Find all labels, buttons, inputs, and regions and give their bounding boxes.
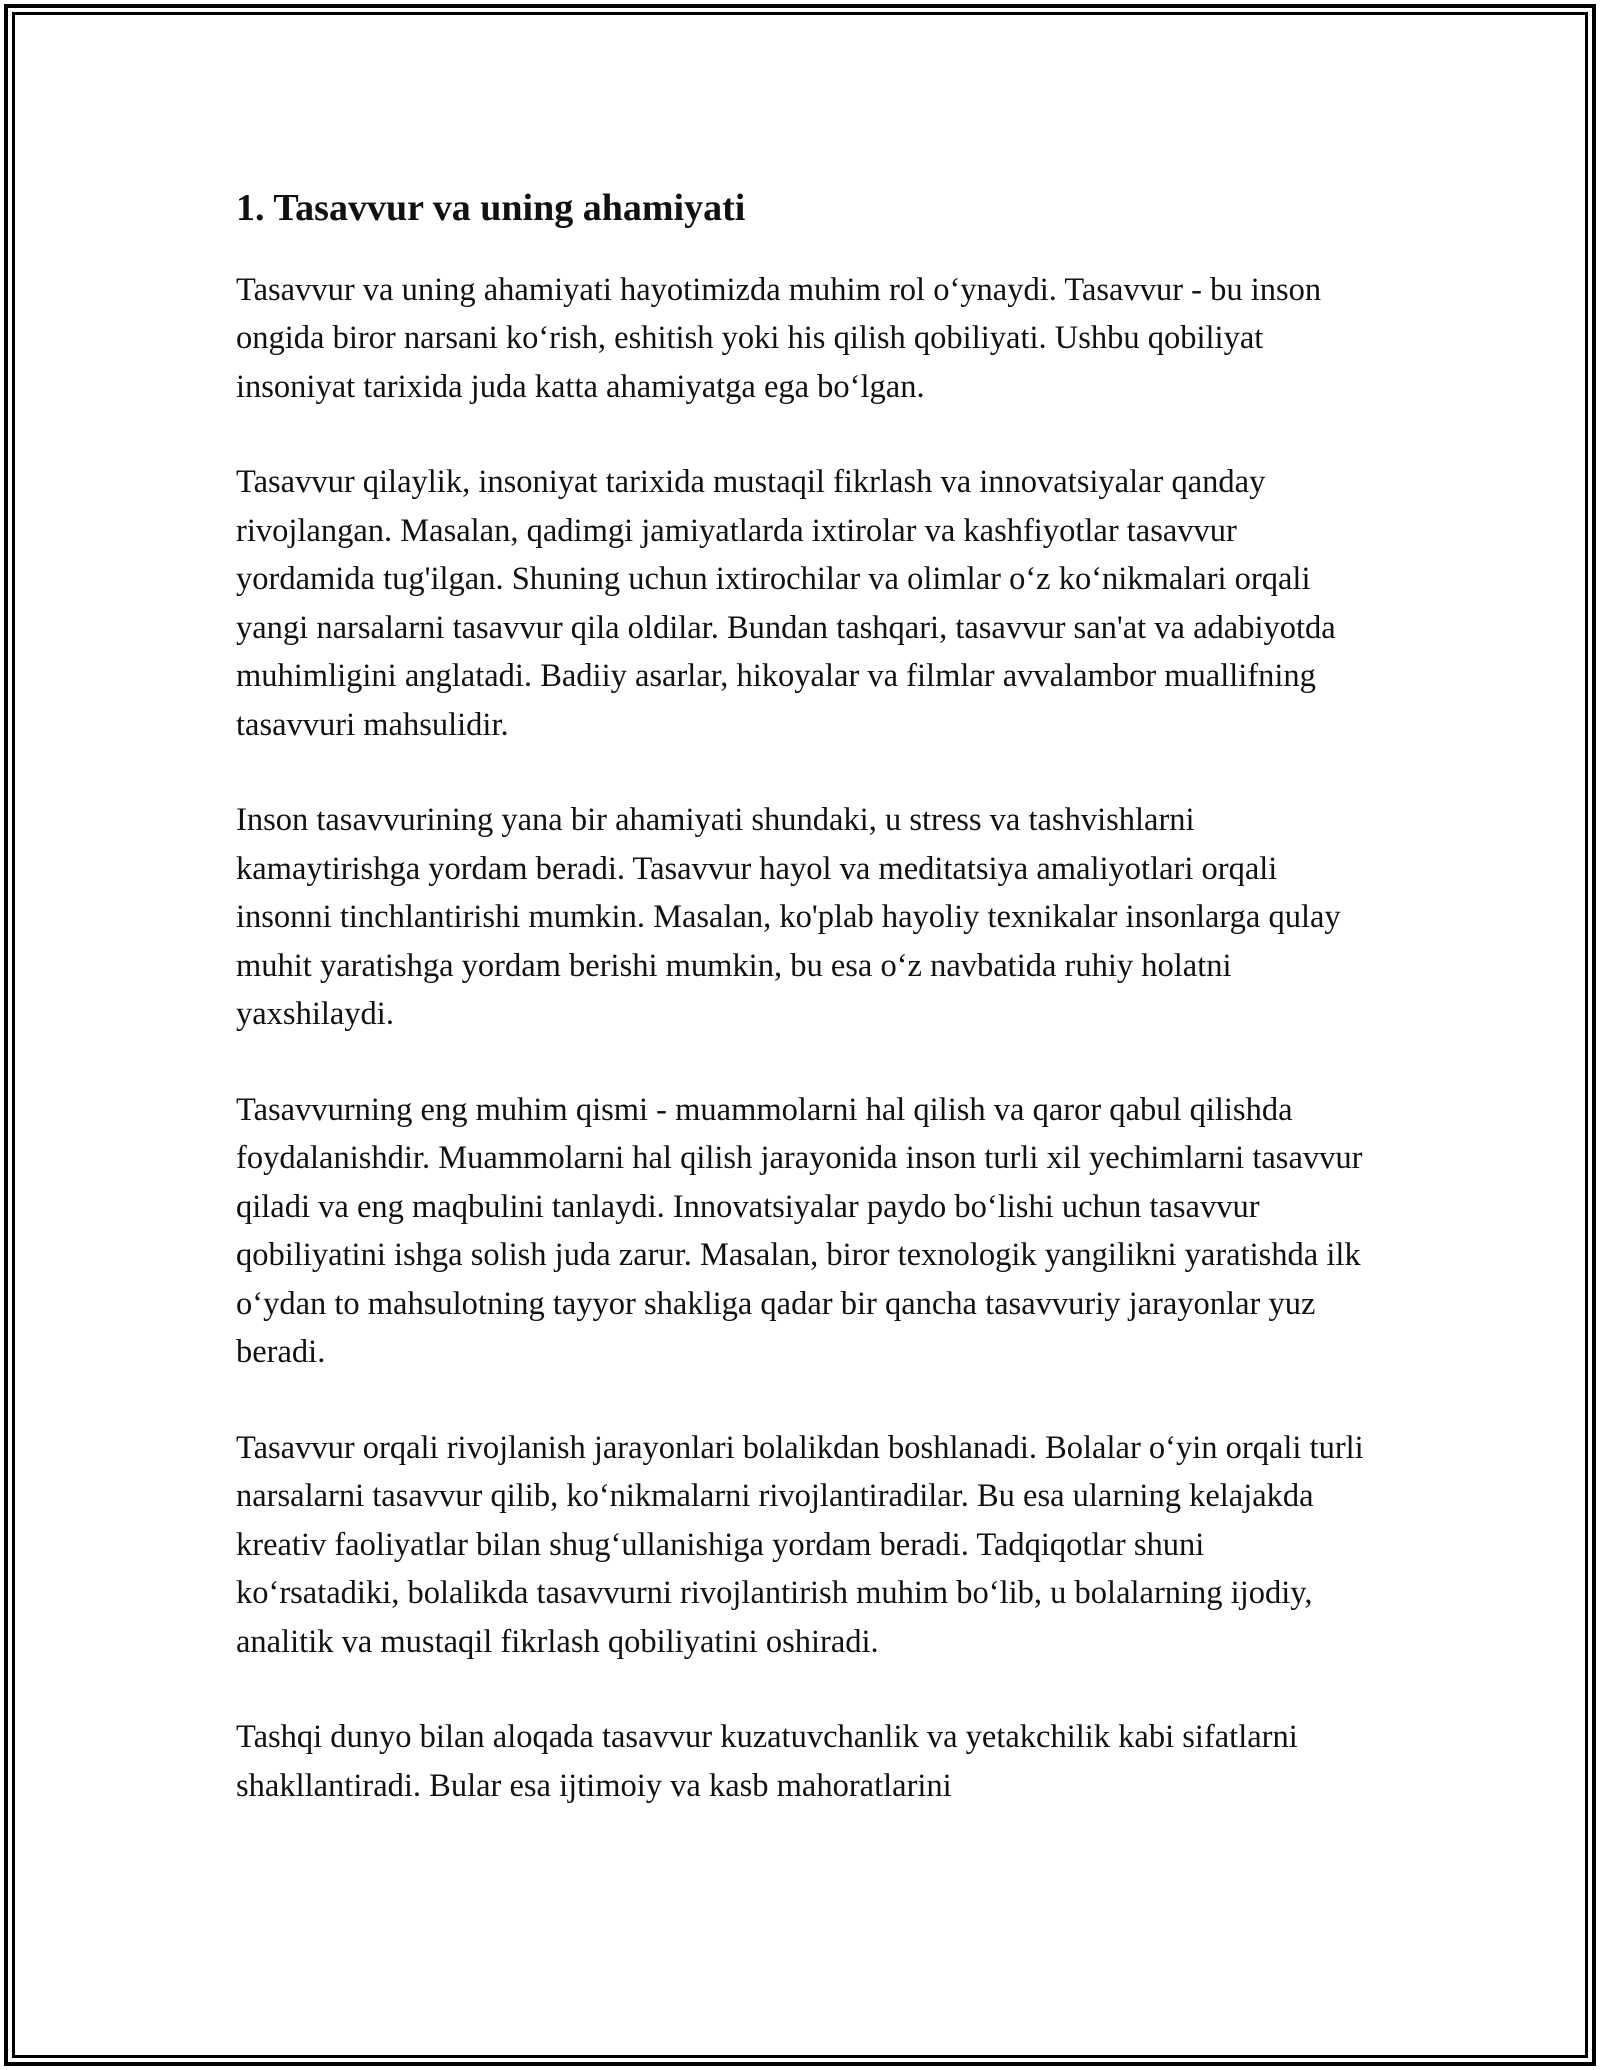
paragraph-4: Tasavvurning eng muhim qismi - muammolarni hal qilish va qaror qabul qilishda foydalanishdir. Muammolarni hal qilish jarayonida inson turli xil yechimlarni tasavvur qiladi va eng maqbulini tanlaydi. Innovatsiyalar paydo bo‘lishi uchun tasavvur qobiliyatini ishga solish juda zarur. Masalan, biror texnologik yangilikni yaratishda ilk o‘ydan to mahsulotning tayyor shakliga qadar bir qancha tasavvuriy jarayonlar yuz beradi. — [236, 1091, 1363, 1371]
section-heading: 1. Tasavvur va uning ahamiyati — [236, 187, 746, 229]
paragraph-3: Inson tasavvurining yana bir ahamiyati shundaki, u stress va tashvishlarni kamaytirishga yordam beradi. Tasavvur hayol va meditatsiya amaliyotlari orqali insonni tinchlantirishi mumkin. Masalan, ko'plab hayoliy texnikalar insonlarga qulay muhit yaratishga yordam berishi mumkin, bu esa o‘z navbatida ruhiy holatni yaxshilaydi. — [236, 802, 1341, 1033]
paragraph-5: Tasavvur orqali rivojlanish jarayonlari bolalikdan boshlanadi. Bolalar o‘yin orqali turli narsalarni tasavvur qilib, ko‘nikmalarni rivojlantiradilar. Bu esa ularning kelajakda kreativ faoliyatlar bilan shug‘ullanishiga yordam beradi. Tadqiqotlar shuni ko‘rsatadiki, bolalikda tasavvurni rivojlantirish muhim bo‘lib, u bolalarning ijodiy, analitik va mustaqil fikrlash qobiliyatini oshiradi. — [236, 1429, 1364, 1660]
paragraph-2: Tasavvur qilaylik, insoniyat tarixida mustaqil fikrlash va innovatsiyalar qanday rivojlangan. Masalan, qadimgi jamiyatlarda ixtirolar va kashfiyotlar tasavvur yordamida tug'ilgan. Shuning uchun ixtirochilar va olimlar o‘z ko‘nikmalari orqali yangi narsalarni tasavvur qila oldilar. Bundan tashqari, tasavvur san'at va adabiyotda muhimligini anglatadi. Badiiy asarlar, hikoyalar va filmlar avvalambor muallifning tasavvuri mahsulidir. — [236, 464, 1336, 743]
document-body — [236, 186, 1366, 1857]
paragraph-1: Tasavvur va uning ahamiyati hayotimizda muhim rol o‘ynaydi. Tasavvur - bu inson ongida biror narsani ko‘rish, eshitish yoki his qilish qobiliyati. Ushbu qobiliyat insoniyat tarixida juda katta ahamiyatga ega bo‘lgan. — [236, 271, 1322, 405]
paragraph-6: Tashqi dunyo bilan aloqada tasavvur kuzatuvchanlik va yetakchilik kabi sifatlarni shakllantiradi. Bular esa ijtimoiy va kasb mahoratlarini — [236, 1719, 1298, 1804]
